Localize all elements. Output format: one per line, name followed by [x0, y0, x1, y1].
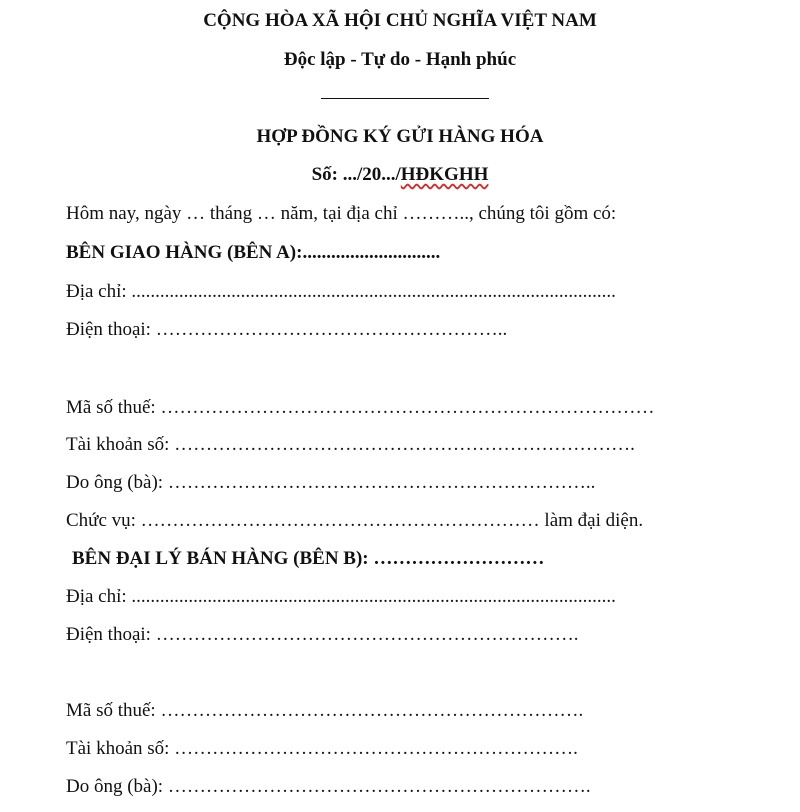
nation-heading: CỘNG HÒA XÃ HỘI CHỦ NGHĨA VIỆT NAM [203, 10, 597, 31]
party-b-representative: Do ông (bà): …………………………………………………………. [66, 776, 591, 797]
contract-number-code: HĐKGHH [400, 164, 489, 185]
party-a-representative: Do ông (bà): ………………………………………………………….. [66, 472, 596, 493]
party-a-phone: Điện thoại: ……………………………………………….. [66, 319, 508, 340]
party-b-heading: BÊN ĐẠI LÝ BÁN HÀNG (BÊN B): ……………………… [72, 548, 545, 569]
party-b-account: Tài khoản số: ………………………………………………………. [66, 738, 578, 759]
contract-number [0, 164, 800, 186]
party-a-account: Tài khoản số: ………………………………………………………………. [66, 434, 635, 455]
header-divider [321, 98, 489, 99]
party-b-tax-code: Mã số thuế: …………………………………………………………. [66, 700, 584, 721]
motto: Độc lập - Tự do - Hạnh phúc [283, 49, 517, 70]
party-a-address: Địa chỉ: ...................................................................................................... [66, 281, 616, 302]
party-a-position: Chức vụ: ……………………………………………………… làm đại diện. [66, 510, 644, 531]
party-a-tax-code: Mã số thuế: …………………………………………………………………… [66, 397, 655, 418]
contract-number-prefix: Số: .../20.../ [311, 164, 401, 185]
party-b-address: Địa chỉ: ...................................................................................................... [66, 586, 616, 607]
contract-title: HỢP ĐỒNG KÝ GỬI HÀNG HÓA [256, 126, 544, 147]
intro-line: Hôm nay, ngày … tháng … năm, tại địa chỉ ……….., chúng tôi gồm có: [66, 203, 617, 224]
party-a-heading: BÊN GIAO HÀNG (BÊN A):............................. [66, 242, 441, 263]
party-b-phone: Điện thoại: …………………………………………………………. [66, 624, 579, 645]
